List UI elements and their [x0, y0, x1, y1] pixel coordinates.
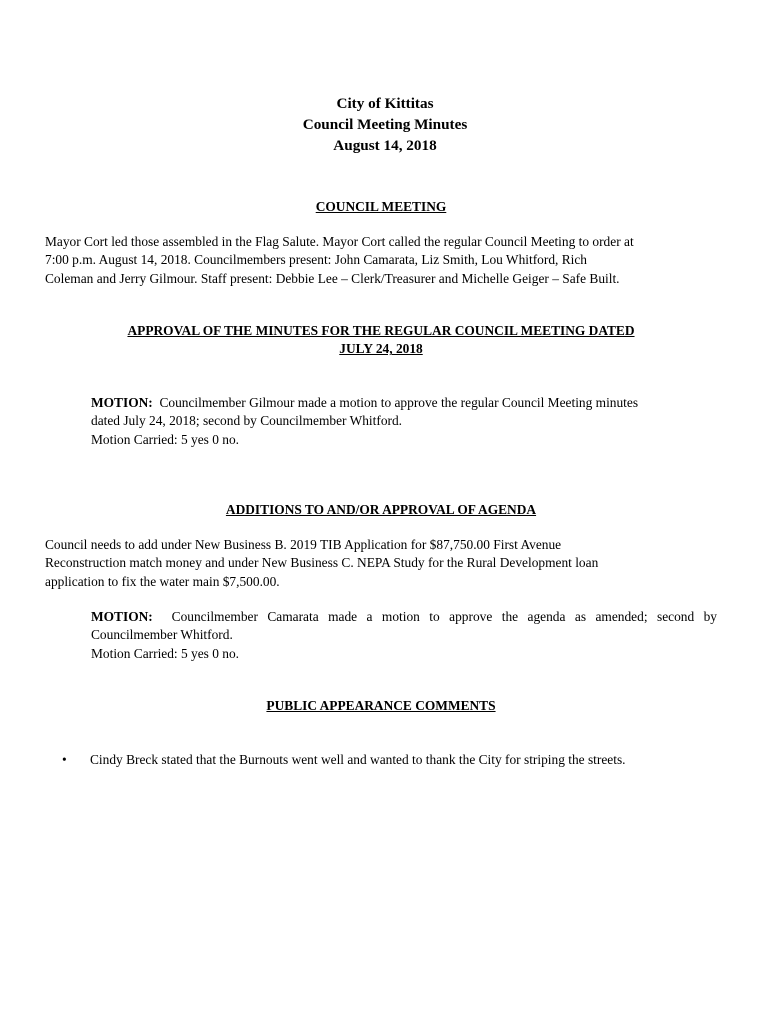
heading-approval-minutes-line-2: JULY 24, 2018: [339, 341, 423, 357]
motion-approval-minutes: [91, 394, 717, 449]
motion-agenda-line-2: Councilmember Whitford.: [91, 627, 233, 643]
motion-agenda: [91, 608, 717, 663]
heading-approval-minutes: [0, 322, 762, 359]
motion-approval-minutes-line-2: dated July 24, 2018; second by Councilmember Whitford.: [91, 413, 403, 429]
motion-agenda-line-1: [91, 608, 717, 626]
council-meeting-line-3: Coleman and Jerry Gilmour. Staff present: Debbie Lee – Clerk/Treasurer and Michelle Geiger – Safe Built.: [45, 270, 620, 286]
public-comment-text: Cindy Breck stated that the Burnouts went well and wanted to thank the City for striping the streets.: [90, 752, 626, 767]
council-meeting-line-2: 7:00 p.m. August 14, 2018. Councilmembers present: John Camarata, Liz Smith, Lou Whitford, Rich: [45, 252, 588, 268]
agenda-line-2: Reconstruction match money and under New Business C. NEPA Study for the Rural Development loan: [45, 555, 599, 571]
heading-public-comments: PUBLIC APPEARANCE COMMENTS: [266, 698, 496, 713]
motion-label: MOTION:: [91, 395, 153, 410]
motion-agenda-result: Motion Carried: 5 yes 0 no.: [91, 645, 240, 661]
motion-approval-minutes-text: Councilmember Gilmour made a motion to approve the regular Council Meeting minutes: [159, 395, 639, 410]
motion-label: MOTION:: [91, 609, 153, 624]
heading-approval-minutes-line-1: APPROVAL OF THE MINUTES FOR THE REGULAR COUNCIL MEETING DATED: [127, 323, 635, 338]
motion-approval-minutes-result: Motion Carried: 5 yes 0 no.: [91, 431, 240, 447]
agenda-line-3: application to fix the water main $7,500.00.: [45, 573, 280, 589]
council-meeting-line-1: Mayor Cort led those assembled in the Flag Salute. Mayor Cort called the regular Council Meeting to order at: [45, 234, 634, 249]
heading-agenda: ADDITIONS TO AND/OR APPROVAL OF AGENDA: [225, 502, 537, 517]
title-meeting-minutes: Council Meeting Minutes: [302, 116, 468, 133]
title-date: August 14, 2018: [333, 137, 437, 154]
heading-council-meeting: COUNCIL MEETING: [315, 199, 447, 214]
agenda-line-1: Council needs to add under New Business B. 2019 TIB Application for $87,750.00 First Avenue: [45, 537, 562, 552]
title-city: City of Kittitas: [336, 95, 434, 112]
motion-approval-minutes-line-1: [91, 394, 717, 412]
bullet-icon: •: [62, 752, 67, 767]
council-meeting-paragraph: [45, 233, 725, 288]
motion-agenda-text: Councilmember Camarata made a motion to approve the agenda as amended; second by: [171, 609, 717, 624]
agenda-paragraph: [45, 536, 725, 591]
document-title-block: [0, 93, 770, 156]
